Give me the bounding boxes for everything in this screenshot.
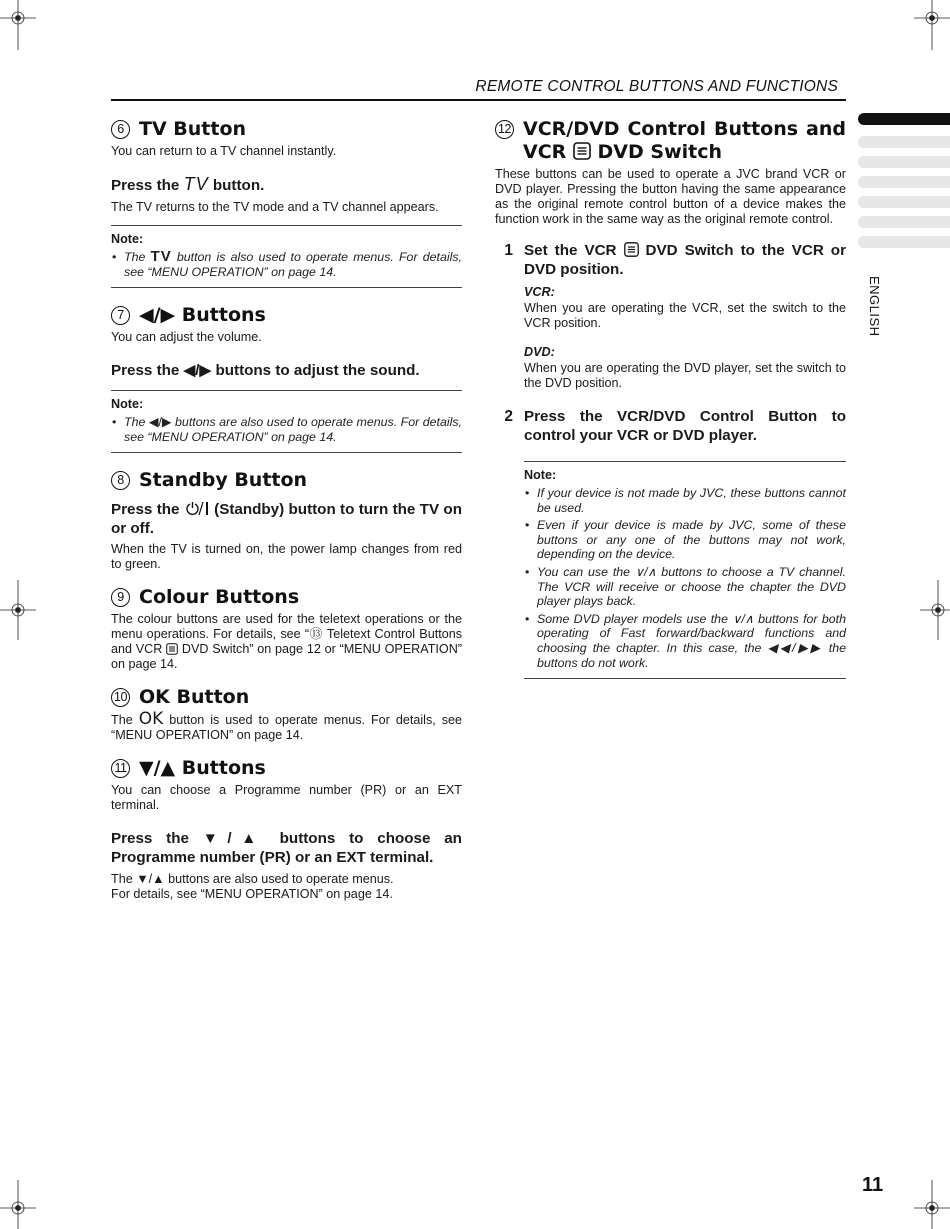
section-title [111,118,462,141]
sidebar-tab-active [858,113,950,125]
step-text [524,241,846,279]
vcr-dvd-switch-icon [624,242,639,257]
language-label: ENGLISH [867,276,882,337]
ok-button-glyph: OK [138,709,164,730]
instruction-step [111,500,462,538]
power-standby-icon [184,501,210,516]
sidebar-tab [858,156,950,168]
step-text: (Standby) button to turn the TV on or off. [111,501,462,538]
sidebar-tab [858,196,950,208]
note-item: • Some DVD player models use the ∨/∧ buttons for both operating of Fast forward/backward functions and choosing the chapter. In this case, the ◀◀/▶▶ the buttons do not work. [524,612,846,670]
sidebar-tab [858,136,950,148]
header-rule [111,99,846,101]
down-up-arrows-icon: ▼/▲ [139,757,176,780]
section-intro: These buttons can be used to operate a JVC brand VCR or DVD player. Pressing the button having the same appearance as the original remote control button of a device makes the function work in the same way as the original remote control. [495,167,846,226]
vcr-dvd-switch-icon [166,643,178,655]
step-text-part: Set the VCR [524,242,617,259]
section-number: 10 [111,688,130,707]
section-body [111,872,462,902]
dvd-label: DVD: [524,345,555,359]
section-title [111,304,462,327]
step-text: Press the [111,177,180,194]
tv-button-glyph: TV [150,248,172,265]
left-right-arrows-icon: ◀/▶ [183,362,212,380]
note-item [111,415,462,444]
section-volume-buttons [111,304,462,453]
note-item: • Even if your device is made by JVC, some of these buttons or any one of the buttons may not work, depending on the device. [524,518,846,562]
instruction-step [111,175,462,195]
section-ok-button [111,686,462,743]
section-title [111,757,462,780]
sidebar-tab [858,236,950,248]
note-text: The [124,250,146,264]
left-column [111,118,462,902]
note-text: buttons are also used to operate menus. For details, see “MENU OPERATION” on page 14. [124,415,462,444]
down-up-arrows-icon: ▼/▲ [202,830,266,848]
sidebar-tab [858,216,950,228]
section-number: 12 [495,120,514,139]
section-number: 8 [111,471,130,490]
step-text: Press the [111,501,180,519]
body-text: The [111,713,133,728]
right-column [495,118,846,679]
note-item [111,250,462,279]
section-title-text: DVD Switch [597,141,723,163]
page-number: 11 [862,1174,884,1196]
section-title-text: VCR/DVD Control Buttons and VCR [523,118,846,163]
section-number: 7 [111,306,130,325]
step-text-part: DVD Switch to the VCR or DVD position. [524,242,846,278]
step-text: Press the [111,830,189,848]
section-number: 6 [111,120,130,139]
sidebar-tab [858,176,950,188]
section-intro: You can choose a Programme number (PR) or an EXT terminal. [111,783,462,813]
body-text: The colour buttons are used for the teletext operations or the menu operations. For details, see “⑬ Teletext Control Buttons and VCR [111,612,462,657]
note-text: button is also used to operate menus. For details, see “MENU OPERATION” on page 14. [124,250,462,279]
instruction-step [111,829,462,867]
tv-button-glyph: TV [183,174,209,194]
step-result: The TV returns to the TV mode and a TV channel appears. [111,200,439,214]
note-label: Note: [524,468,557,482]
step-text: Press the VCR/DVD Control Button to control your VCR or DVD player. [524,408,846,444]
note-box [111,390,462,453]
section-title-text: Buttons [181,757,266,780]
section-colour-buttons [111,586,462,672]
page-header-title: REMOTE CONTROL BUTTONS AND FUNCTIONS [475,78,838,95]
section-intro: You can return to a TV channel instantly. [111,144,337,158]
section-body [111,709,463,743]
vcr-label: VCR: [524,285,555,299]
body-text: For details, see “MENU OPERATION” on page 14. [111,887,393,902]
section-vcr-dvd-control [495,118,846,679]
vcr-dvd-switch-icon [573,142,591,160]
note-label: Note: [111,232,144,246]
section-title [111,469,462,492]
step-text: Press the [111,362,180,380]
left-right-arrows-icon: ◀/▶ [148,415,172,430]
instruction-step [111,361,462,380]
section-number: 9 [111,588,130,607]
note-box [524,461,846,679]
section-standby-button [111,469,462,572]
numbered-step-2 [495,407,846,679]
body-text: button is used to operate menus. For details, see “MENU OPERATION” on page 14. [111,713,463,743]
section-title [111,586,462,609]
section-title-text: TV Button [139,118,247,140]
note-box [111,225,462,288]
note-label: Note: [111,397,144,412]
section-title-text: Colour Buttons [139,586,300,609]
section-title-text: Buttons [181,304,266,327]
note-item: • You can use the ∨/∧ buttons to choose a TV channel. The VCR will receive or choose the chapter the DVD player plays back. [524,565,846,609]
section-body [111,612,462,672]
section-title-text: OK Button [139,686,250,709]
numbered-step-1 [495,241,846,391]
section-title [495,118,846,164]
step-text: button. [212,177,265,194]
dvd-body: When you are operating the DVD player, set the switch to the DVD position. [524,361,846,390]
step-text: buttons to adjust the sound. [215,362,420,380]
section-title [111,686,462,709]
step-text: buttons to choose an Programme number (PR) or an EXT terminal. [111,830,462,867]
section-intro: You can adjust the volume. [111,330,262,345]
note-item: • If your device is not made by JVC, these buttons cannot be used. [524,486,846,515]
step-number: 1 [504,242,513,259]
note-text: The [124,415,146,430]
step-number: 2 [504,408,513,425]
section-body: When the TV is turned on, the power lamp changes from red to green. [111,542,462,572]
section-number: 11 [111,759,130,778]
left-right-arrows-icon: ◀/▶ [139,304,176,327]
section-tv-button [111,118,462,288]
section-title-text: Standby Button [139,469,308,492]
body-text: DVD Switch” on page 12 or “MENU OPERATION” on page 14. [111,642,462,672]
vcr-body: When you are operating the VCR, set the switch to the VCR position. [524,301,846,330]
body-text: The ▼/▲ buttons are also used to operate menus. [111,872,394,887]
section-programme-buttons [111,757,462,902]
